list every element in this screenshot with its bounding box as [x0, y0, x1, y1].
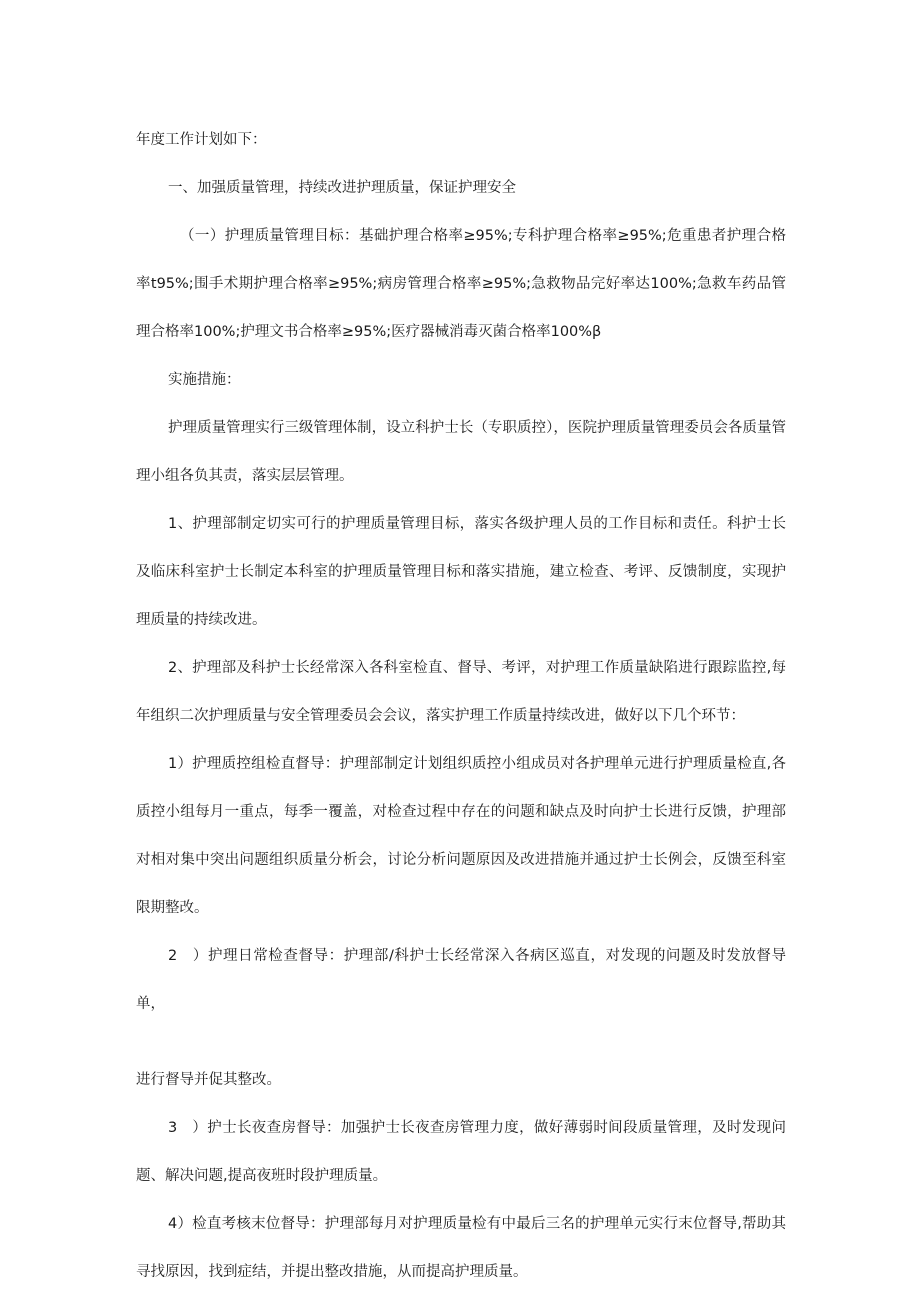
goals-paragraph: （一）护理质量管理目标：基础护理合格率≥95%;专科护理合格率≥95%;危重患者护理合格率t95%;围手术期护理合格率≥95%;病房管理合格率≥95%;急救物品完好率达100%;急救车药品管理合格率100%;护理文书合格率≥95%;医疗器械消毒灭菌合格率100%β	[136, 228, 786, 340]
sub-item-4-paragraph: 4）检直考核末位督导：护理部每月对护理质量检有中最后三名的护理单元实行末位督导,帮助其寻找原因，找到症结，并提出整改措施，从而提高护理质量。	[136, 1216, 786, 1280]
sub-item-2-line1: 2 ）护理日常检查督导：护理部/科护士长经常深入各病区巡直，对发现的问题及时发放督导单，	[136, 948, 786, 1012]
intro-line: 年度工作计划如下：	[136, 132, 267, 148]
sub-item-3-paragraph: 3 ）护士长夜查房督导：加强护士长夜查房管理力度，做好薄弱时间段质量管理，及时发现问题、解决问题,提高夜班时段护理质量。	[136, 1120, 786, 1184]
item-1-paragraph: 1、护理部制定切实可行的护理质量管理目标，落实各级护理人员的工作目标和责任。科护士长及临床科室护士长制定本科室的护理质量管理目标和落实措施，建立检查、考评、反馈制度，实现护理质量的持续改进。	[136, 516, 786, 628]
sub-item-1-paragraph: 1）护理质控组检直督导：护理部制定计划组织质控小组成员对各护理单元进行护理质量检直,各质控小组每月一重点，每季一覆盖，对检查过程中存在的问题和缺点及时向护士长进行反馈，护理部对相对集中突出问题组织质量分析会，讨论分析问题原因及改进措施并通过护士长例会，反馈至科室限期整改。	[136, 756, 786, 916]
document-body	[136, 116, 786, 1296]
section-heading: 一、加强质量管理，持续改进护理质量，保证护理安全	[168, 180, 516, 196]
measures-label: 实施措施：	[168, 372, 241, 388]
sub-item-2-line2: 进行督导并促其整改。	[136, 1072, 281, 1088]
item-2-paragraph: 2、护理部及科护士长经常深入各科室检直、督导、考评，对护理工作质量缺陷进行跟踪监控,每年组织二次护理质量与安全管理委员会会议，落实护理工作质量持续改进，做好以下几个环节：	[136, 660, 786, 724]
measures-intro-paragraph: 护理质量管理实行三级管理体制，设立科护士长（专职质控），医院护理质量管理委员会各质量管理小组各负其责，落实层层管理。	[136, 420, 786, 484]
